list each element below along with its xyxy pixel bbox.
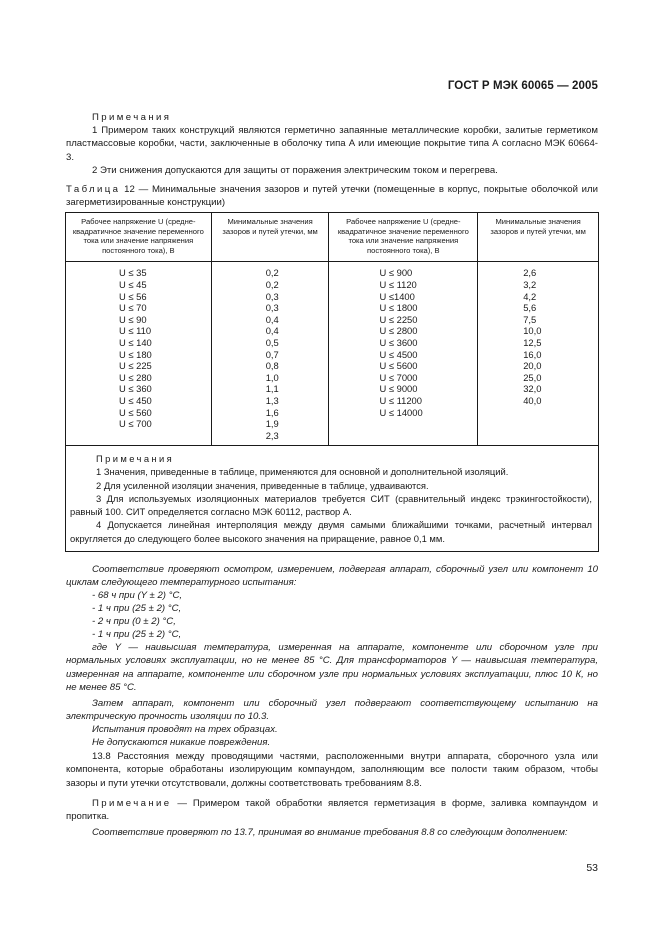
table-note: 1 Значения, приведенные в таблице, применяются для основной и дополнительной изоляций. xyxy=(96,466,509,478)
list-item: - 1 ч при (25 ± 2) °С, xyxy=(92,603,182,614)
table-note: 4 Допускается линейная интерполяция между двумя самыми ближайшими точками, расчетный интервал округляется до следующего более высокого значения на приращение, равное 0,1 мм. xyxy=(70,519,592,544)
table-cell: 1,9 xyxy=(265,418,279,430)
table-cell: U ≤ 700 xyxy=(119,418,152,430)
table-cell: 0,4 xyxy=(265,325,279,337)
table-caption-text: 12 — Минимальные значения зазоров и путей утечки (помещенные в корпус, покрытые оболочкой или загерметизированные конструкции) xyxy=(66,184,598,209)
table-cell: U ≤ 45 xyxy=(119,278,147,290)
table-cell: U ≤ 560 xyxy=(119,406,152,418)
table-cell: U ≤ 140 xyxy=(119,336,152,348)
table-cell: 0,3 xyxy=(265,290,279,302)
table-header-row xyxy=(66,213,599,262)
table-cell: U ≤ 2800 xyxy=(379,325,418,337)
body-paragraph: Соответствие проверяют осмотром, измерением, подвергая аппарат, сборочный узел или компонент 10 циклам следующего температурного испытания: xyxy=(66,564,598,589)
list-item: - 1 ч при (25 ± 2) °С, xyxy=(92,629,182,640)
table-notes-title: Примечания xyxy=(96,453,175,465)
body-paragraph: где Y — наивысшая температура, измеренная на аппарате, компоненте или сборочном узле при нормальных условиях эксплуатации, но не менее 85 °С. Для трансформаторов Y — наивысшая температура, измеренная на аппарате, компоненте или сборочном узле при нормальных условиях эксплуатации, плюс 10 К, но не менее 85 °С. xyxy=(66,642,598,694)
table-cell: 32,0 xyxy=(523,383,542,395)
body-paragraph: Затем аппарат, компонент или сборочный узел подвергают соответствующему испытанию на электрическую прочность изоляции по 10.3. xyxy=(66,698,598,723)
table-cell: 25,0 xyxy=(523,371,542,383)
body-note xyxy=(66,797,598,824)
page-number: 53 xyxy=(586,862,598,874)
table-cell: U ≤ 70 xyxy=(119,302,147,314)
table-cell: U ≤ 14000 xyxy=(379,406,423,418)
table-cell: 20,0 xyxy=(523,360,542,372)
table-cell: U ≤ 90 xyxy=(119,313,147,325)
table-cell: 0,2 xyxy=(265,278,279,290)
table-header-cell: Минимальные значения зазоров и путей утечки, мм xyxy=(211,213,329,262)
table-cell: 3,2 xyxy=(523,278,537,290)
notes-title: Примечания xyxy=(92,112,172,123)
section-13-8: 13.8 Расстояния между проводящими частями, расположенными внутри аппарата, сборочного узла или компонента, которые обработаны изолирующим компаундом, заполняющим все полости таким образом, чтобы зазоры и пути утечки отсутствовали, должны соответствовать требованиям 8.8. xyxy=(66,751,598,789)
list-item: - 2 ч при (0 ± 2) °С, xyxy=(92,616,176,627)
table-cell: 1,6 xyxy=(265,406,279,418)
table-cell: U ≤ 7000 xyxy=(379,371,418,383)
table-cell: U ≤ 2250 xyxy=(379,313,418,325)
table-notes xyxy=(66,446,599,551)
table-header-cell: Рабочее напряжение U (средне-квадратичное значение переменного тока или значение напряжения постоянного тока), В xyxy=(329,213,478,262)
voltage-column xyxy=(329,262,478,446)
table-cell: 2,3 xyxy=(265,429,279,441)
table-cell: 16,0 xyxy=(523,348,542,360)
table-cell: U ≤ 110 xyxy=(119,325,152,337)
table-cell: U ≤ 450 xyxy=(119,394,152,406)
table-cell: U ≤ 11200 xyxy=(379,394,422,406)
table-cell: 0,4 xyxy=(265,313,279,325)
table-header-cell: Минимальные значения зазоров и путей утечки, мм xyxy=(478,213,599,262)
note-item: 2 Эти снижения допускаются для защиты от поражения электрическим током и перегрева. xyxy=(92,165,498,176)
table-cell: 7,5 xyxy=(523,313,537,325)
table-cell: U ≤ 4500 xyxy=(379,348,418,360)
table-cell: U ≤ 5600 xyxy=(379,360,418,372)
body-paragraph: Испытания проводят на трех образцах. xyxy=(92,724,278,735)
table-note: 2 Для усиленной изоляции значения, приведенные в таблице, удваиваются. xyxy=(96,479,429,491)
table-cell: 10,0 xyxy=(523,325,542,337)
table-cell: 2,6 xyxy=(523,267,537,279)
list-item: - 68 ч при (Y ± 2) °С, xyxy=(92,590,183,601)
table-cell: U ≤ 3600 xyxy=(379,336,418,348)
distance-column xyxy=(478,262,599,446)
table-cell: 0,3 xyxy=(265,302,279,314)
table-data-row xyxy=(66,262,599,446)
table-cell: U ≤1400 xyxy=(379,290,415,302)
table-cell: U ≤ 900 xyxy=(379,267,413,279)
note-item: 1 Примером таких конструкций являются герметично запаянные металлические коробки, залитые герметиком пластмассовые коробки, части, заключенные в оболочку типа А или имеющие покрытие типа А согласно МЭК 60664-3. xyxy=(66,125,598,163)
table-cell: U ≤ 180 xyxy=(119,348,152,360)
note-text: — Примером такой обработки является герметизация в форме, заливка компаундом и пропитка. xyxy=(66,798,598,823)
table-caption-label: Таблица xyxy=(66,184,121,195)
table-notes-row xyxy=(66,446,599,551)
body-paragraph: Соответствие проверяют по 13.7, принимая во внимание требования 8.8 со следующим дополнением: xyxy=(92,827,568,838)
table-caption xyxy=(66,183,598,210)
table-cell: 1,0 xyxy=(265,371,279,383)
table-cell: U ≤ 360 xyxy=(119,383,152,395)
note-label: Примечание xyxy=(92,798,172,809)
table-cell: 40,0 xyxy=(523,394,542,406)
table-cell: U ≤ 280 xyxy=(119,371,152,383)
table-cell: U ≤ 56 xyxy=(119,290,147,302)
table-cell: U ≤ 225 xyxy=(119,360,152,372)
distance-column xyxy=(211,262,329,446)
table-cell: U ≤ 9000 xyxy=(379,383,418,395)
document-header: ГОСТ Р МЭК 60065 — 2005 xyxy=(447,80,598,92)
table-cell: U ≤ 1800 xyxy=(379,302,418,314)
table-cell: 4,2 xyxy=(523,290,537,302)
table-note: 3 Для используемых изоляционных материалов требуется СИТ (сравнительный индекс трэкингостойкости), равный 100. СИТ определяется согласно МЭК 60112, раствор А. xyxy=(70,492,592,518)
table-cell: 0,5 xyxy=(265,336,279,348)
table-cell: U ≤ 1120 xyxy=(379,278,417,290)
voltage-column xyxy=(66,262,212,446)
table-header-cell: Рабочее напряжение U (средне-квадратичное значение переменного тока или значение напряжения постоянного тока), В xyxy=(66,213,212,262)
clearance-table xyxy=(65,212,599,552)
table-cell: 5,6 xyxy=(523,302,537,314)
table-cell: 1,1 xyxy=(265,383,279,395)
table-cell: 0,2 xyxy=(265,267,279,279)
table-cell: 0,7 xyxy=(265,348,279,360)
table-cell: 12,5 xyxy=(523,336,542,348)
table-cell: 0,8 xyxy=(265,360,279,372)
table-cell: U ≤ 35 xyxy=(119,267,147,279)
table-cell: 1,3 xyxy=(265,394,279,406)
body-paragraph: Не допускаются никакие повреждения. xyxy=(92,737,271,748)
